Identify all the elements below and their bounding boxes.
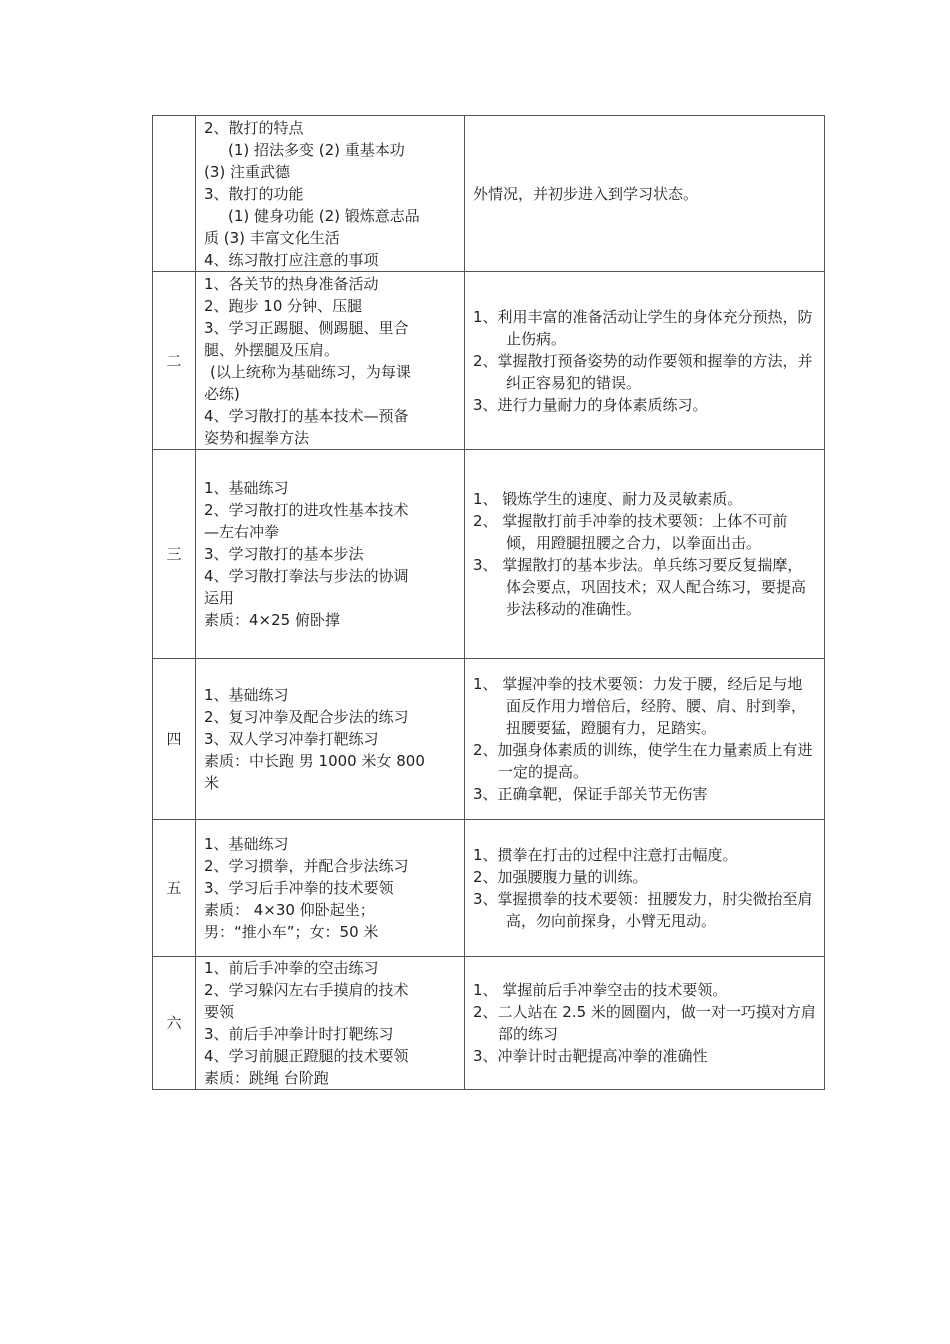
goal-line: 2、二人站在 2.5 米的圆圈内，做一对一巧摸对方肩部的练习 [473, 1003, 816, 1043]
lesson-number-cell: 四 [153, 659, 196, 820]
content-line: 1、基础练习 [204, 479, 289, 497]
content-line: 2、学习躲闪左右手摸肩的技术 [204, 981, 409, 999]
goal-line: 3、正确拿靶，保证手部关节无伤害 [473, 785, 708, 803]
content-line: (1) 健身功能 (2) 锻炼意志品 [228, 206, 420, 225]
content-line: 素质： 4×30 仰卧起坐； [204, 901, 375, 919]
content-line: 质 (3) 丰富文化生活 [204, 228, 340, 247]
content-line: 必练) [204, 384, 240, 403]
content-line: 1、基础练习 [204, 835, 289, 853]
content-line: 要领 [204, 1003, 235, 1021]
lesson-goals-cell [465, 659, 825, 820]
goal-line: 2、加强腰腹力量的训练。 [473, 868, 648, 886]
content-line: 腿、外摆腿及压肩。 [204, 340, 340, 359]
content-line: 2、复习冲拳及配合步法的练习 [204, 708, 409, 726]
content-line: 1、前后手冲拳的空击练习 [204, 959, 379, 977]
goal-line: 3、冲拳计时击靶提高冲拳的准确性 [473, 1047, 708, 1065]
content-line: 3、学习散打的基本步法 [204, 545, 364, 563]
content-line: 3、学习正踢腿、侧踢腿、里合 [204, 318, 409, 337]
content-line: 4、学习散打的基本技术—预备 [204, 406, 409, 425]
content-line: (3) 注重武德 [204, 162, 291, 181]
content-line: 2、学习掼拳，并配合步法练习 [204, 857, 409, 875]
table-row [153, 450, 825, 659]
goal-line: 1、 掌握冲拳的技术要领：力发于腰，经后足与地面反作用力增倍后，经胯、腰、肩、肘到拳，扭腰要猛，蹬腿有力，足踏实。 [473, 675, 807, 737]
lesson-content-cell [196, 659, 465, 820]
table-row [153, 659, 825, 820]
lesson-number-cell [153, 116, 196, 272]
lesson-content-cell [196, 450, 465, 659]
lesson-goals-cell [465, 820, 825, 957]
content-line: 4、练习散打应注意的事项 [204, 250, 379, 269]
content-line: 3、前后手冲拳计时打靶练习 [204, 1025, 394, 1043]
content-line: 4、学习散打拳法与步法的协调 [204, 567, 409, 585]
lesson-number-cell: 三 [153, 450, 196, 659]
lesson-content-cell [196, 116, 465, 272]
content-line: 运用 [204, 589, 235, 607]
content-line: 1、各关节的热身准备活动 [204, 274, 379, 293]
goal-line: 1、利用丰富的准备活动让学生的身体充分预热，防止伤病。 [473, 307, 813, 348]
lesson-goals-cell [465, 450, 825, 659]
content-line: (1) 招法多变 (2) 重基本功 [228, 140, 405, 159]
content-line: 素质：跳绳 台阶跑 [204, 1069, 329, 1087]
lesson-number-cell: 六 [153, 957, 196, 1090]
lesson-goals-cell [465, 116, 825, 272]
goal-line: 1、掼拳在打击的过程中注意打击幅度。 [473, 846, 738, 864]
goal-line: 2、加强身体素质的训练，使学生在力量素质上有进一定的提高。 [473, 741, 813, 781]
goal-line: 3、 掌握散打的基本步法。单兵练习要反复揣摩，体会要点，巩固技术；双人配合练习，要提高步法移动的准确性。 [473, 556, 807, 618]
goal-line: 1、 掌握前后手冲拳空击的技术要领。 [473, 981, 728, 999]
content-line: 素质：中长跑 男 1000 米女 800 [204, 752, 425, 770]
content-line: 2、学习散打的进攻性基本技术 [204, 501, 409, 519]
content-line: 2、跑步 10 分钟、压腿 [204, 296, 363, 315]
table-row [153, 272, 825, 450]
lesson-content-cell [196, 957, 465, 1090]
table-row [153, 820, 825, 957]
goal-line: 外情况，并初步进入到学习状态。 [473, 184, 699, 203]
lesson-content-cell [196, 272, 465, 450]
lesson-plan-table [152, 115, 825, 1090]
goal-line: 3、掌握掼拳的技术要领：扭腰发力，肘尖微抬至肩高，勿向前探身，小臂无甩动。 [473, 890, 813, 930]
lesson-content-cell [196, 820, 465, 957]
lesson-goals-cell [465, 272, 825, 450]
content-line: 3、学习后手冲拳的技术要领 [204, 879, 394, 897]
lesson-number-cell: 五 [153, 820, 196, 957]
content-line: 素质：4×25 俯卧撑 [204, 611, 340, 629]
content-line: 姿势和握拳方法 [204, 428, 310, 447]
content-line: —左右冲拳 [204, 523, 280, 541]
goal-line: 2、 掌握散打前手冲拳的技术要领：上体不可前倾，用蹬腿扭腰之合力，以拳面出击。 [473, 512, 788, 552]
content-line: 米 [204, 774, 220, 792]
table-row [153, 957, 825, 1090]
lesson-goals-cell [465, 957, 825, 1090]
table-row [153, 116, 825, 272]
content-line: 1、基础练习 [204, 686, 289, 704]
content-line: 4、学习前腿正蹬腿的技术要领 [204, 1047, 409, 1065]
lesson-number-cell: 二 [153, 272, 196, 450]
content-line: 3、散打的功能 [204, 184, 304, 203]
content-line: (以上统称为基础练习，为每课 [210, 362, 411, 381]
goal-line: 3、进行力量耐力的身体素质练习。 [473, 395, 708, 414]
goal-line: 2、掌握散打预备姿势的动作要领和握拳的方法，并纠正容易犯的错误。 [473, 351, 813, 392]
goal-line: 1、 锻炼学生的速度、耐力及灵敏素质。 [473, 490, 743, 508]
content-line: 3、双人学习冲拳打靶练习 [204, 730, 379, 748]
content-line: 2、散打的特点 [204, 118, 304, 137]
content-line: 男：“推小车”；女：50 米 [204, 923, 379, 941]
